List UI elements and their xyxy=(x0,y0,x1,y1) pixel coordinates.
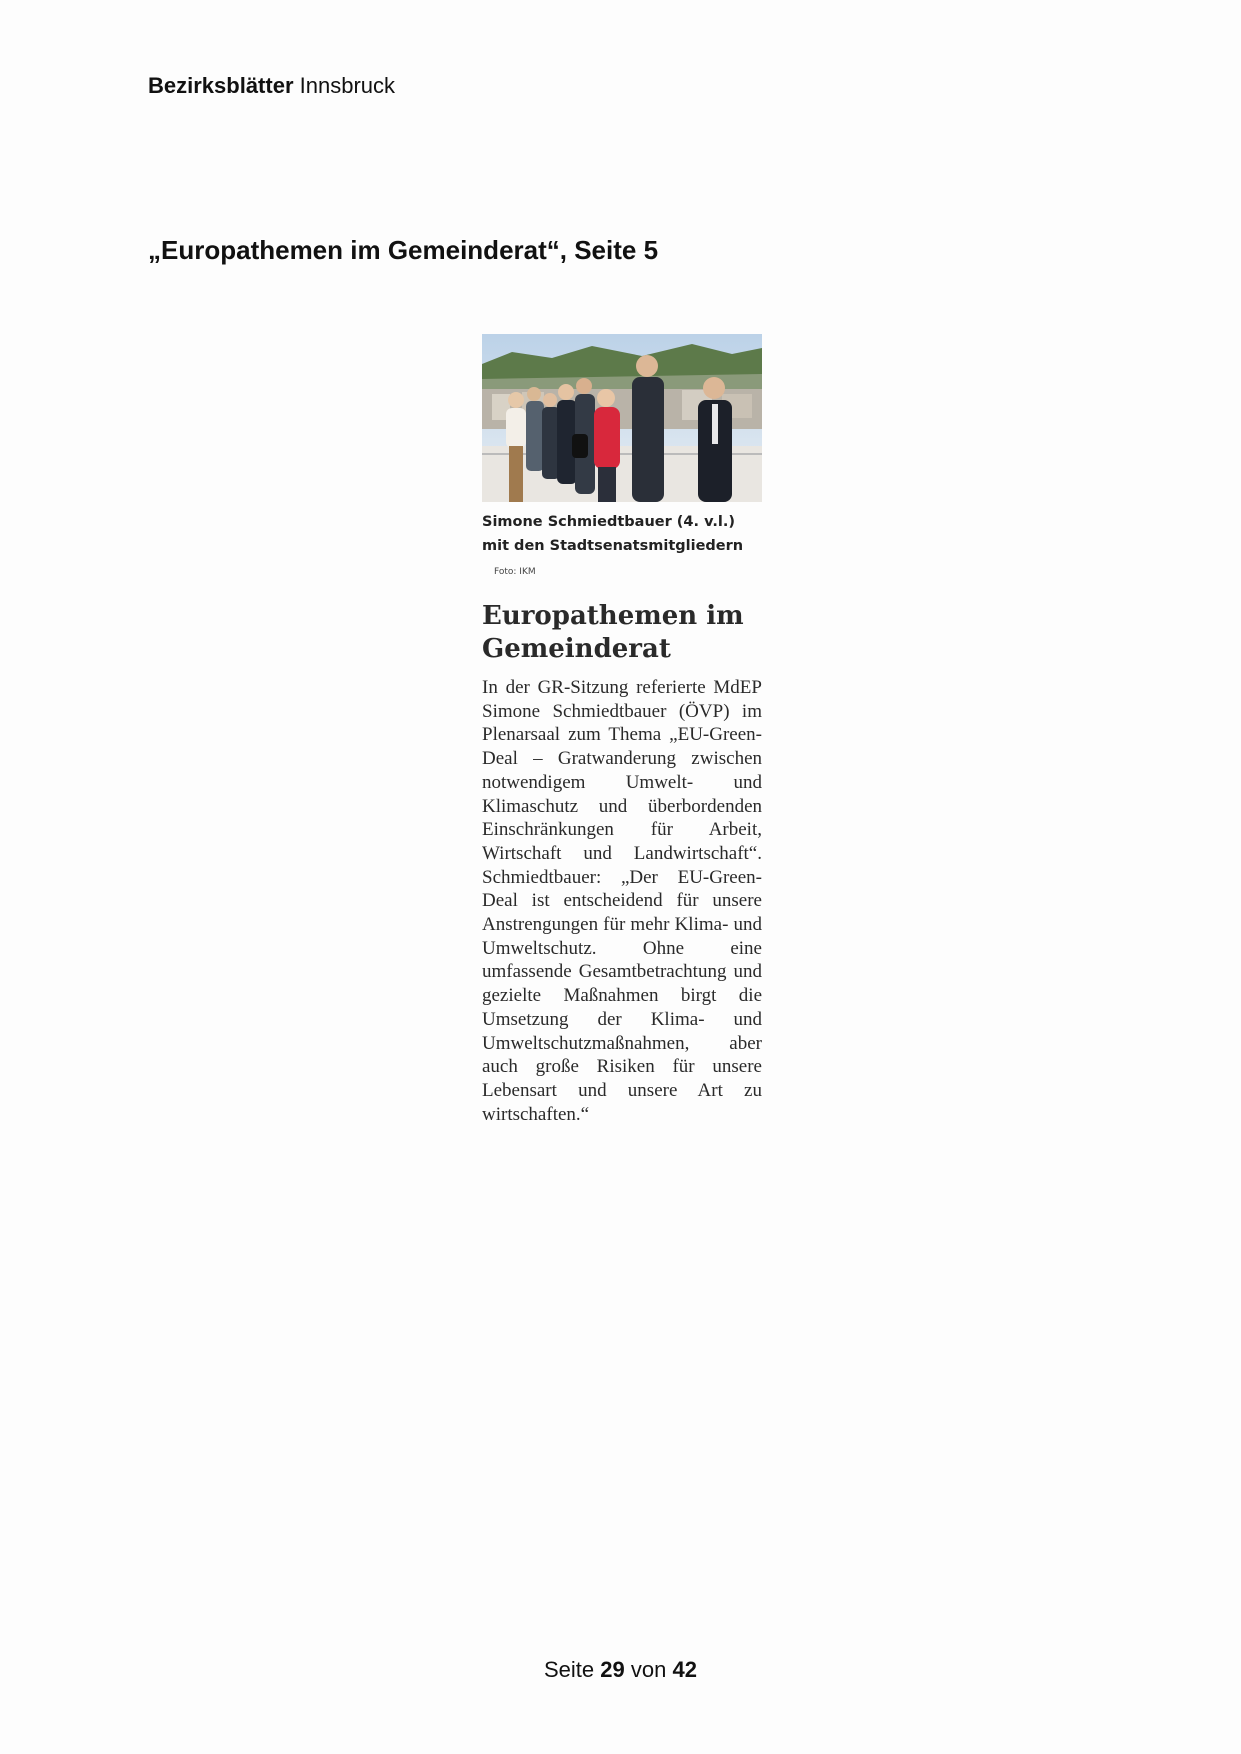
document-title: „Europathemen im Gemeinderat“, Seite 5 xyxy=(148,235,659,265)
group-photo-icon xyxy=(482,334,762,502)
newspaper-clipping xyxy=(482,334,762,1126)
publication-city: Innsbruck xyxy=(299,73,396,98)
footer-total-pages: 42 xyxy=(672,1657,697,1682)
article-body: In der GR-Sitzung referierte MdEP Simone Schmiedtbauer (ÖVP) im Plenarsaal zum Thema „EU-Green-Deal – Gratwanderung zwischen notwendigem Umwelt- und Klimaschutz und überbordenden Einschränkungen für Arbeit, Wirtschaft und Landwirtschaft“. Schmiedtbauer: „Der EU-Green-Deal ist entscheidend für unsere Anstrengungen für mehr Klima- und Umweltschutz. Ohne eine umfassende Gesamtbetrachtung und gezielte Maßnahmen birgt die Umsetzung der Klima- und Umweltschutzmaßnahmen, aber auch große Risiken für unsere Lebensart und unsere Art zu wirtschaften.“ xyxy=(482,677,762,1125)
footer-prefix: Seite xyxy=(544,1657,595,1682)
caption-text: Simone Schmiedtbauer (4. v.l.) mit den Stadtsenatsmitgliedern xyxy=(482,514,744,554)
footer-middle: von xyxy=(630,1657,667,1682)
page-footer xyxy=(0,1657,1241,1683)
photo-credit: Foto: IKM xyxy=(494,567,536,577)
photo-caption xyxy=(482,510,762,584)
article-headline: Europathemen im Gemeinderat xyxy=(482,601,744,664)
publication-header xyxy=(148,73,395,99)
publication-name: Bezirksblätter xyxy=(148,73,294,98)
footer-current-page: 29 xyxy=(600,1657,625,1682)
